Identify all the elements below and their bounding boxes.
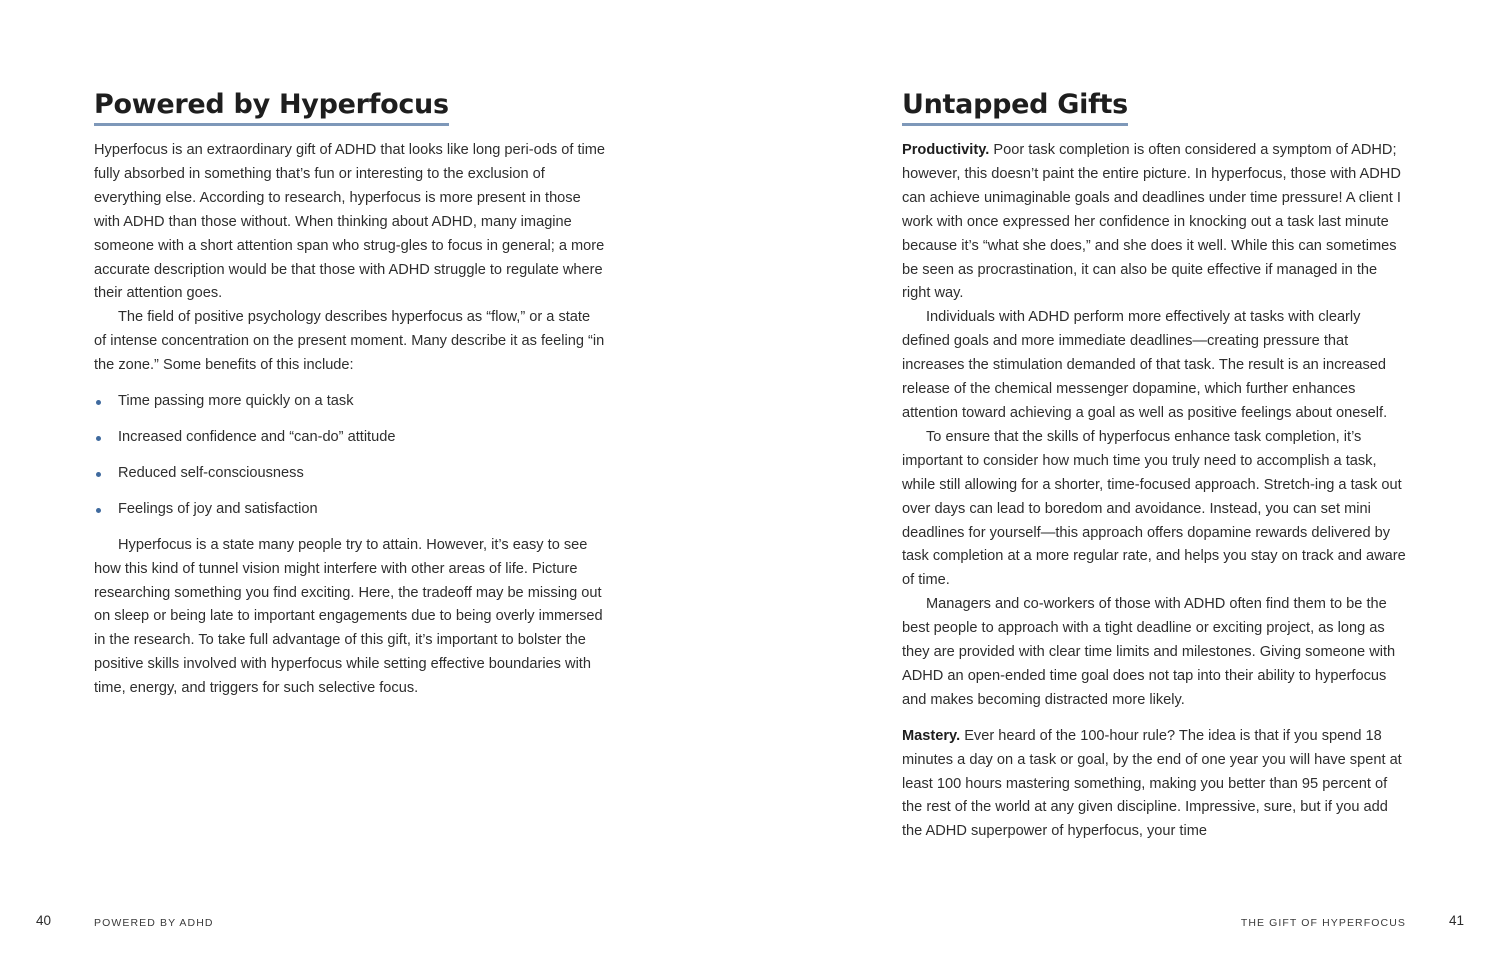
paragraph: Individuals with ADHD perform more effectively at tasks with clearly defined goals and more immediate deadlines—creating pressure that increases the stimulation demanded of that task. The result is an increased release of the chemical messenger dopamine, which further enhances attention toward achieving a goal as well as positive feelings about oneself. <box>902 309 1388 421</box>
paragraph: The field of positive psychology describes hyperfocus as “flow,” or a state of intense concentration on the present moment. Many describe it as feeling “in the zone.” Some benefits of this include: <box>94 309 605 374</box>
running-head: POWERED BY ADHD <box>94 917 214 929</box>
bullet-icon <box>96 508 101 513</box>
list-item: Reduced self-consciousness <box>94 462 606 486</box>
right-body-text <box>902 139 1408 844</box>
running-head: THE GIFT OF HYPERFOCUS <box>1240 917 1406 929</box>
benefits-list <box>94 390 606 522</box>
page-number: 40 <box>36 913 52 928</box>
right-page <box>750 0 1500 964</box>
run-in-label: Productivity. <box>902 142 990 158</box>
list-item: Time passing more quickly on a task <box>94 390 606 414</box>
list-item: Feelings of joy and satisfaction <box>94 498 606 522</box>
paragraph: Productivity. Poor task completion is often considered a symptom of ADHD; however, this doesn’t paint the entire picture. In hyperfocus, those with ADHD can achieve unimaginable goals and deadlines under time pressure! A client I work with once expressed her confidence in knocking out a task last minute because it’s “what she does,” and she does it well. While this can sometimes be seen as procrastination, it can also be quite effective if managed in the right way. <box>902 142 1401 302</box>
run-in-label: Mastery. <box>902 727 961 744</box>
paragraph: To ensure that the skills of hyperfocus enhance task completion, it’s important to consider how much time you truly need to accomplish a task, while still allowing for a shorter, time-focused approach. Stretch-ing a task out over days can lead to boredom and avoidance. Instead, you can set mini deadlines for yourself—this approach offers dopamine rewards delivered by task completion at a more regular rate, and helps you stay on track and aware of time. <box>902 428 1406 589</box>
page-number: 41 <box>1448 913 1464 928</box>
bullet-icon <box>96 400 101 405</box>
section-heading: Powered by Hyperfocus <box>94 88 449 126</box>
list-item: Increased confidence and “can-do” attitude <box>94 426 606 450</box>
bullet-icon <box>96 472 101 477</box>
paragraph: Mastery. Ever heard of the 100-hour rule? The idea is that if you spend 18 minutes a day on a task or goal, by the end of one year you will have spent at least 100 hours mastering something, making you better than 95 percent of the rest of the world at any given discipline. Impressive, sure, but if you add the ADHD superpower of hyperfocus, your time <box>902 727 1402 840</box>
left-body-text <box>94 139 606 701</box>
paragraph: Managers and co-workers of those with ADHD often find them to be the best people to approach with a tight deadline or exciting project, as long as they are provided with clear time limits and milestones. Giving someone with ADHD an open-ended time goal does not tap into their ability to hyperfocus and makes becoming distracted more likely. <box>902 596 1396 708</box>
bullet-icon <box>96 436 101 441</box>
section-heading: Untapped Gifts <box>902 88 1128 126</box>
paragraph: Hyperfocus is an extraordinary gift of ADHD that looks like long peri-ods of time fully absorbed in something that’s fun or interesting to the exclusion of everything else. According to research, hyperfocus is more present in those with ADHD than those without. When thinking about ADHD, many imagine someone with a short attention span who strug-gles to focus in general; a more accurate description would be that those with ADHD struggle to regulate where their attention goes. <box>94 142 606 302</box>
paragraph: Hyperfocus is a state many people try to attain. However, it’s easy to see how this kind of tunnel vision might interfere with other areas of life. Picture researching something you find exciting. Here, the tradeoff may be missing out on sleep or being late to important engagements due to being overly immersed in the research. To take full advantage of this gift, it’s important to bolster the positive skills involved with hyperfocus while setting effective boundaries with time, energy, and triggers for such selective focus. <box>94 536 603 697</box>
